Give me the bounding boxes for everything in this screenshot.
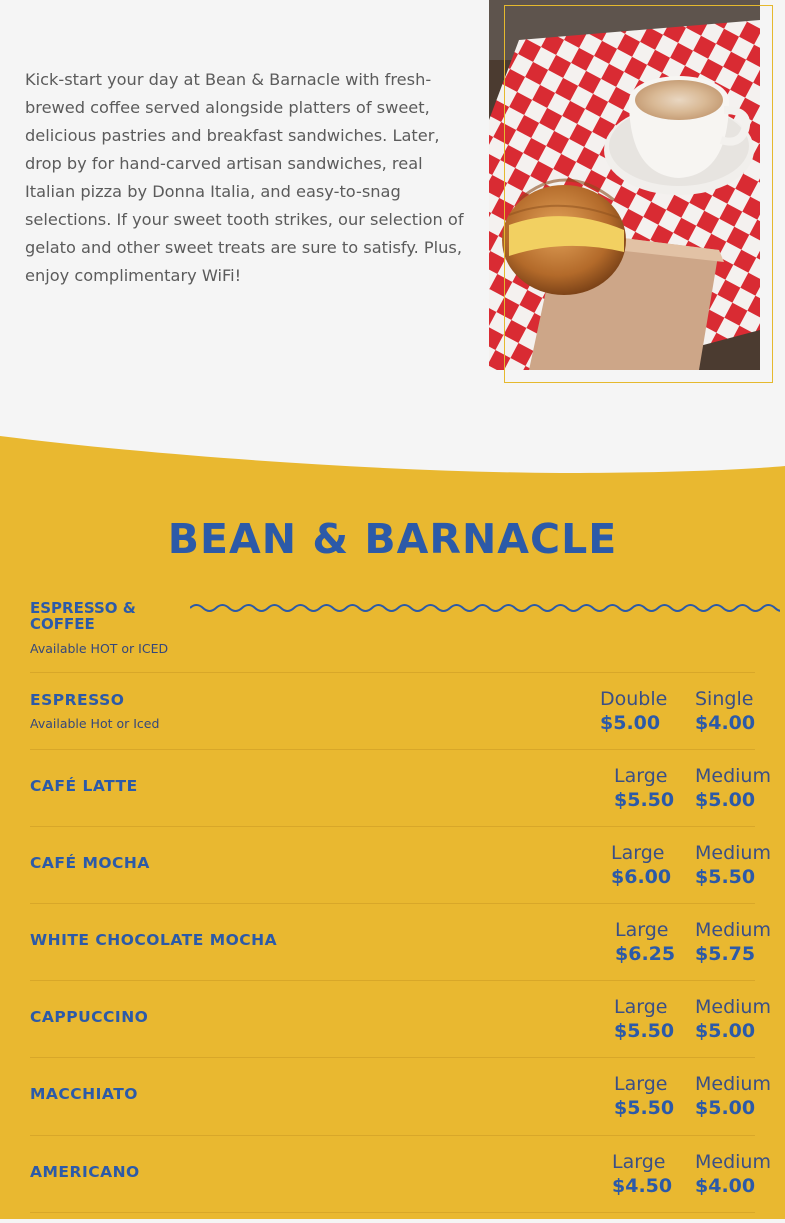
- price-option: [695, 918, 771, 966]
- price-value: $5.00: [695, 1097, 756, 1119]
- price-value: $4.50: [612, 1175, 673, 1197]
- price-size-label: Large: [612, 1151, 666, 1173]
- price-value: $6.00: [611, 866, 672, 888]
- price-size-label: Large: [614, 765, 668, 787]
- price-value: $4.00: [695, 1175, 756, 1197]
- price-value: $5.50: [614, 789, 675, 811]
- price-option: [614, 995, 674, 1043]
- menu-item-name: CAFÉ MOCHA: [30, 854, 150, 872]
- price-size-label: Large: [611, 842, 665, 864]
- menu-item-name: ESPRESSO: [30, 691, 125, 709]
- price-size-label: Medium: [695, 1073, 771, 1095]
- intro-paragraph: Kick-start your day at Bean & Barnacle with fresh-brewed coffee served alongside platters of sweet, delicious pastries and breakfast sandwiches. Later, drop by for hand-carved artisan sandwiches, real Italian pizza by Donna Italia, and easy-to-snag selections. If your sweet tooth strikes, our selection of gelato and other sweet treats are sure to satisfy. Plus, enjoy complimentary WiFi!: [25, 70, 464, 285]
- price-option: [614, 764, 674, 812]
- wave-divider: [190, 598, 780, 622]
- menu-item-row: [30, 903, 771, 981]
- price-option: [695, 1072, 771, 1120]
- price-size-label: Large: [614, 996, 668, 1018]
- price-size-label: Medium: [695, 1151, 771, 1173]
- price-value: $4.00: [695, 712, 756, 734]
- price-value: $5.50: [695, 866, 756, 888]
- price-option: [614, 1072, 674, 1120]
- menu-item-row: [30, 672, 755, 750]
- price-size-label: Single: [695, 688, 754, 710]
- price-size-label: Large: [615, 919, 669, 941]
- section-subtitle: Available HOT or ICED: [30, 641, 169, 656]
- price-option: [695, 687, 755, 735]
- price-size-label: Medium: [695, 996, 771, 1018]
- menu-item-name: AMERICANO: [30, 1163, 140, 1181]
- row-divider: [30, 1212, 755, 1213]
- price-option: [695, 995, 771, 1043]
- price-size-label: Large: [614, 1073, 668, 1095]
- price-value: $5.50: [614, 1097, 675, 1119]
- price-size-label: Medium: [695, 842, 771, 864]
- price-value: $5.00: [600, 712, 661, 734]
- menu-title: BEAN & BARNACLE: [167, 515, 618, 563]
- menu-item-name: CAPPUCCINO: [30, 1008, 149, 1026]
- price-option: [695, 764, 771, 812]
- price-value: $6.25: [615, 943, 676, 965]
- price-option: [600, 687, 667, 735]
- menu-item-name: CAFÉ LATTE: [30, 777, 138, 795]
- price-option: [695, 1150, 771, 1198]
- menu-item-row: [30, 826, 771, 904]
- price-size-label: Double: [600, 688, 668, 710]
- menu-item-row: [30, 980, 771, 1058]
- menu-item-note: Available Hot or Iced: [30, 716, 160, 731]
- price-value: $5.75: [695, 943, 756, 965]
- price-value: $5.50: [614, 1020, 675, 1042]
- price-size-label: Medium: [695, 765, 771, 787]
- menu-item-name: MACCHIATO: [30, 1085, 138, 1103]
- menu-item-row: [30, 1135, 771, 1213]
- price-size-label: Medium: [695, 919, 771, 941]
- photo-frame: [504, 5, 773, 383]
- price-option: [611, 841, 671, 889]
- menu-item-row: [30, 749, 771, 827]
- price-option: [695, 841, 771, 889]
- price-option: [615, 918, 675, 966]
- menu-item-row: [30, 1057, 771, 1135]
- price-option: [612, 1150, 672, 1198]
- section-title: ESPRESSO & COFFEE: [30, 599, 136, 633]
- price-value: $5.00: [695, 1020, 756, 1042]
- price-value: $5.00: [695, 789, 756, 811]
- menu-item-name: WHITE CHOCOLATE MOCHA: [30, 931, 278, 949]
